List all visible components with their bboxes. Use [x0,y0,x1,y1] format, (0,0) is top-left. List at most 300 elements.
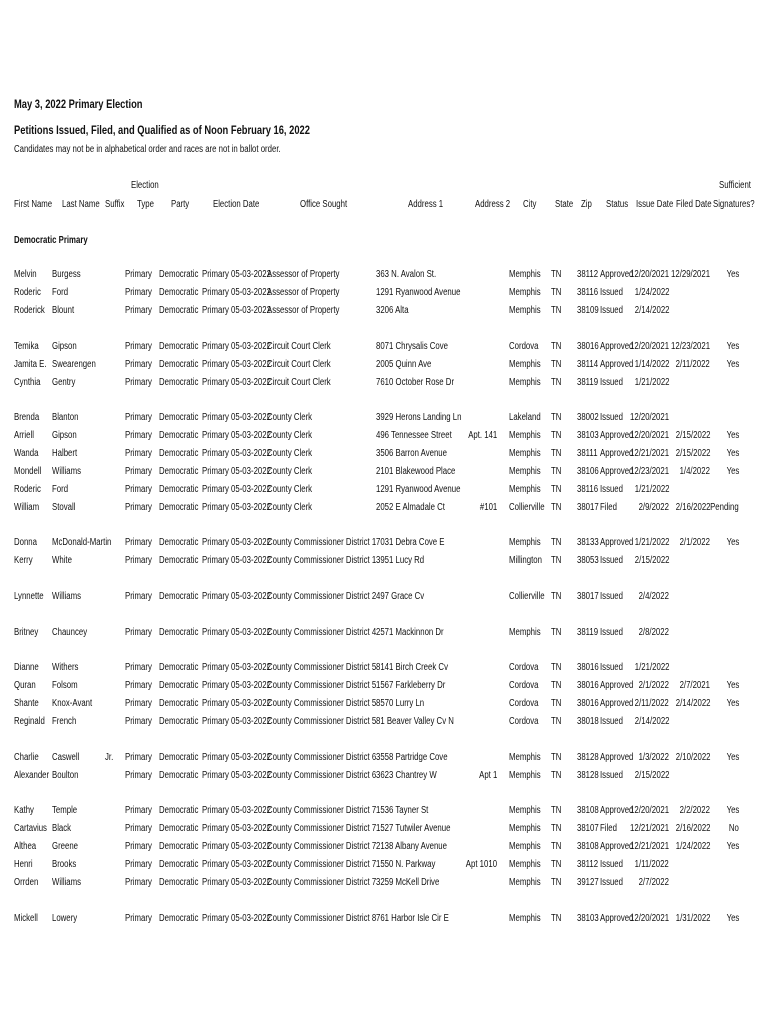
cell-zip: 38107 [577,823,599,834]
cell-party: Democratic [159,841,199,852]
cell-office-sought: County Commissioner District 1 [267,537,377,548]
table-row [0,698,770,716]
cell-election-date: Primary 05-03-2022 [202,859,271,870]
cell-status: Filed [600,823,617,834]
cell-first-name: Roderick [14,305,45,316]
header-filed-date: Filed Date [676,199,712,210]
cell-office-sought: County Commissioner District 8 [267,913,377,924]
cell-first-name: Britney [14,627,39,638]
cell-status: Approved [600,913,634,924]
table-row [0,537,770,555]
header-address2: Address 2 [475,199,511,210]
cell-sufficient-signatures: Yes [726,752,739,763]
cell-election-date: Primary 05-03-2022 [202,287,271,298]
cell-city: Memphis [509,805,541,816]
cell-first-name: Quran [14,680,36,691]
cell-first-name: Mondell [14,466,42,477]
cell-address1: 81 Beaver Valley Cv N [376,716,454,727]
cell-last-name: Withers [52,662,79,673]
cell-status: Issued [600,377,623,388]
cell-address1: 1291 Ryanwood Avenue [376,484,461,495]
cell-sufficient-signatures: Yes [726,913,739,924]
cell-first-name: Cynthia [14,377,41,388]
cell-filed-date: 2/15/2022 [675,430,710,441]
header-zip: Zip [581,199,592,210]
cell-zip: 38108 [577,805,599,816]
cell-election-type: Primary [125,859,152,870]
cell-first-name: Lynnette [14,591,44,602]
cell-address1: 8071 Chrysalis Cove [376,341,448,352]
cell-state: TN [551,913,562,924]
cell-first-name: Reginald [14,716,45,727]
cell-state: TN [551,752,562,763]
cell-election-date: Primary 05-03-2022 [202,627,271,638]
cell-status: Issued [600,662,623,673]
cell-election-date: Primary 05-03-2022 [202,448,271,459]
cell-issue-date: 2/15/2022 [634,555,669,566]
cell-zip: 38114 [577,359,599,370]
cell-election-date: Primary 05-03-2022 [202,359,271,370]
cell-last-name: Boulton [52,770,79,781]
cell-sufficient-signatures: Yes [726,680,739,691]
cell-status: Approved [600,680,634,691]
cell-state: TN [551,359,562,370]
cell-state: TN [551,770,562,781]
cell-office-sought: County Commissioner District 5 [267,680,377,691]
cell-state: TN [551,377,562,388]
cell-sufficient-signatures: Yes [726,341,739,352]
cell-last-name: Williams [52,591,82,602]
cell-office-sought: County Commissioner District 6 [267,752,377,763]
table-row [0,841,770,859]
table-row [0,341,770,359]
cell-city: Memphis [509,359,541,370]
cell-address2: Apt 1010 [465,859,497,870]
cell-election-type: Primary [125,412,152,423]
table-row [0,680,770,698]
cell-sufficient-signatures: Yes [726,805,739,816]
cell-zip: 38116 [577,287,599,298]
cell-office-sought: County Commissioner District 5 [267,698,377,709]
cell-party: Democratic [159,341,199,352]
cell-city: Memphis [509,484,541,495]
cell-state: TN [551,805,562,816]
cell-party: Democratic [159,305,199,316]
cell-office-sought: County Clerk [267,448,313,459]
cell-issue-date: 2/7/2022 [638,877,669,888]
cell-issue-date: 1/24/2022 [634,287,669,298]
cell-first-name: Roderic [14,287,41,298]
cell-suffix: Jr. [105,752,114,763]
header-status: Status [606,199,629,210]
cell-first-name: William [14,502,40,513]
cell-address1: 496 Tennessee Street [376,430,452,441]
cell-first-name: Kathy [14,805,34,816]
cell-city: Cordova [509,716,539,727]
table-row [0,823,770,841]
table-row [0,269,770,287]
cell-election-type: Primary [125,466,152,477]
cell-party: Democratic [159,430,199,441]
cell-address1: 3206 Alta [376,305,409,316]
table-row [0,913,770,931]
cell-election-date: Primary 05-03-2022 [202,484,271,495]
cell-address1: 3623 Chantrey W [376,770,437,781]
cell-status: Approved [600,448,634,459]
cell-address1: 2101 Blakewood Place [376,466,456,477]
cell-city: Collierville [509,591,545,602]
cell-zip: 38002 [577,412,599,423]
cell-issue-date: 12/20/2021 [629,341,669,352]
cell-zip: 38116 [577,484,599,495]
cell-election-type: Primary [125,698,152,709]
header-sufficient-line2: Signatures? [713,199,755,210]
cell-party: Democratic [159,716,199,727]
cell-party: Democratic [159,627,199,638]
cell-last-name: Chauncey [52,627,88,638]
cell-zip: 38128 [577,770,599,781]
cell-issue-date: 1/11/2022 [634,859,669,870]
cell-city: Memphis [509,269,541,280]
cell-sufficient-signatures: Yes [726,448,739,459]
table-row [0,359,770,377]
cell-election-date: Primary 05-03-2022 [202,341,271,352]
cell-city: Memphis [509,841,541,852]
cell-sufficient-signatures: Yes [726,359,739,370]
cell-filed-date: 1/4/2022 [679,466,710,477]
cell-last-name: Caswell [52,752,80,763]
cell-zip: 38103 [577,913,599,924]
cell-city: Memphis [509,430,541,441]
cell-issue-date: 12/20/2021 [629,913,669,924]
cell-office-sought: County Commissioner District 6 [267,770,377,781]
cell-filed-date: 2/11/2022 [675,359,710,370]
cell-election-type: Primary [125,662,152,673]
cell-zip: 38016 [577,662,599,673]
cell-address1: 497 Grace Cv [376,591,425,602]
cell-address2: #101 [479,502,497,513]
cell-status: Approved [600,752,634,763]
cell-election-date: Primary 05-03-2022 [202,377,271,388]
table-row [0,591,770,609]
cell-issue-date: 12/21/2021 [629,823,669,834]
cell-status: Issued [600,412,623,423]
cell-status: Approved [600,269,634,280]
cell-election-type: Primary [125,591,152,602]
cell-first-name: Shante [14,698,39,709]
cell-state: TN [551,662,562,673]
cell-office-sought: County Commissioner District 2 [267,591,377,602]
cell-address2: Apt. 141 [467,430,497,441]
cell-status: Issued [600,555,623,566]
cell-filed-date: 2/16/2022 [675,823,710,834]
cell-address1: 7031 Debra Cove E [376,537,445,548]
cell-election-date: Primary 05-03-2022 [202,305,271,316]
cell-last-name: Gipson [52,341,77,352]
cell-party: Democratic [159,359,199,370]
cell-issue-date: 2/11/2022 [634,698,669,709]
cell-election-date: Primary 05-03-2022 [202,412,271,423]
cell-address1: 2052 E Almadale Ct [376,502,445,513]
cell-election-type: Primary [125,287,152,298]
cell-status: Issued [600,770,623,781]
cell-issue-date: 2/1/2022 [638,680,669,691]
table-row [0,877,770,895]
cell-zip: 38106 [577,466,599,477]
cell-city: Memphis [509,823,541,834]
cell-first-name: Roderic [14,484,41,495]
cell-election-date: Primary 05-03-2022 [202,537,271,548]
cell-office-sought: Circuit Court Clerk [267,359,331,370]
cell-issue-date: 1/21/2022 [634,377,669,388]
section-heading: Democratic Primary [14,235,88,246]
cell-status: Approved [600,341,634,352]
cell-office-sought: County Commissioner District 7 [267,805,377,816]
cell-filed-date: 2/10/2022 [675,752,710,763]
table-row [0,287,770,305]
header-first-name: First Name [14,199,53,210]
cell-issue-date: 12/20/2021 [629,430,669,441]
cell-status: Approved [600,466,634,477]
cell-city: Memphis [509,377,541,388]
cell-first-name: Orrden [14,877,39,888]
header-city: City [523,199,537,210]
cell-sufficient-signatures: Yes [726,430,739,441]
cell-office-sought: Assessor of Property [267,305,340,316]
cell-election-date: Primary 05-03-2022 [202,502,271,513]
header-party: Party [171,199,190,210]
cell-zip: 38053 [577,555,599,566]
table-row [0,805,770,823]
cell-city: Millington [509,555,542,566]
cell-issue-date: 1/3/2022 [638,752,669,763]
cell-party: Democratic [159,805,199,816]
cell-office-sought: County Commissioner District 5 [267,716,377,727]
cell-zip: 38128 [577,752,599,763]
cell-issue-date: 12/21/2021 [629,448,669,459]
cell-state: TN [551,680,562,691]
cell-office-sought: County Commissioner District 7 [267,841,377,852]
cell-filed-date: 1/24/2022 [675,841,710,852]
cell-election-date: Primary 05-03-2022 [202,662,271,673]
cell-sufficient-signatures: Yes [726,269,739,280]
cell-election-type: Primary [125,430,152,441]
table-row [0,859,770,877]
cell-issue-date: 1/14/2022 [634,359,669,370]
cell-office-sought: County Commissioner District 7 [267,877,377,888]
cell-election-date: Primary 05-03-2022 [202,770,271,781]
cell-election-type: Primary [125,377,152,388]
cell-office-sought: County Commissioner District 5 [267,662,377,673]
cell-party: Democratic [159,877,199,888]
cell-party: Democratic [159,591,199,602]
cell-election-date: Primary 05-03-2022 [202,466,271,477]
cell-election-type: Primary [125,448,152,459]
cell-last-name: Williams [52,877,82,888]
cell-status: Filed [600,502,617,513]
header-issue-date: Issue Date [636,199,674,210]
cell-election-date: Primary 05-03-2022 [202,698,271,709]
cell-zip: 38111 [577,448,598,459]
cell-address1: 2005 Quinn Ave [376,359,432,370]
cell-status: Issued [600,716,623,727]
cell-address1: 8570 Lurry Ln [376,698,425,709]
cell-issue-date: 2/9/2022 [638,502,669,513]
cell-status: Approved [600,805,634,816]
cell-state: TN [551,502,562,513]
cell-state: TN [551,287,562,298]
cell-status: Approved [600,841,634,852]
cell-address1: 8141 Birch Creek Cv [376,662,448,673]
cell-address1: 1550 N. Parkway [376,859,436,870]
cell-last-name: Folsom [52,680,78,691]
cell-address2: Apt 1 [478,770,497,781]
cell-last-name: McDonald-Martin [52,537,112,548]
cell-state: TN [551,305,562,316]
cell-sufficient-signatures: No [729,823,739,834]
cell-zip: 38112 [577,859,599,870]
cell-first-name: Wanda [14,448,39,459]
cell-state: TN [551,877,562,888]
cell-last-name: Gipson [52,430,77,441]
cell-office-sought: Circuit Court Clerk [267,341,331,352]
cell-address1: 363 N. Avalon St. [376,269,437,280]
cell-last-name: Brooks [52,859,77,870]
table-row [0,484,770,502]
cell-issue-date: 2/14/2022 [634,305,669,316]
cell-address1: 3506 Barron Avenue [376,448,447,459]
cell-issue-date: 2/14/2022 [634,716,669,727]
cell-state: TN [551,412,562,423]
cell-state: TN [551,430,562,441]
cell-first-name: Donna [14,537,37,548]
cell-zip: 38119 [577,627,599,638]
table-row [0,466,770,484]
cell-zip: 38119 [577,377,599,388]
cell-city: Memphis [509,877,541,888]
cell-filed-date: 2/14/2022 [675,698,710,709]
cell-issue-date: 1/21/2022 [634,537,669,548]
cell-first-name: Arriell [14,430,34,441]
cell-office-sought: County Clerk [267,412,313,423]
cell-status: Approved [600,537,634,548]
cell-status: Issued [600,484,623,495]
cell-zip: 38103 [577,430,599,441]
cell-party: Democratic [159,752,199,763]
cell-last-name: French [52,716,77,727]
cell-first-name: Brenda [14,412,40,423]
header-suffix: Suffix [105,199,125,210]
cell-party: Democratic [159,537,199,548]
cell-last-name: Knox-Avant [52,698,93,709]
cell-last-name: Burgess [52,269,81,280]
document-note: Candidates may not be in alphabetical order and races are not in ballot order. [14,144,281,155]
cell-zip: 38112 [577,269,599,280]
table-row [0,716,770,734]
cell-status: Issued [600,287,623,298]
cell-election-date: Primary 05-03-2022 [202,680,271,691]
cell-zip: 38016 [577,341,599,352]
table-row [0,752,770,770]
cell-city: Memphis [509,466,541,477]
header-sufficient-line1: Sufficient [719,180,751,191]
cell-last-name: Halbert [52,448,78,459]
cell-filed-date: 12/23/2021 [670,341,710,352]
cell-zip: 38108 [577,841,599,852]
cell-issue-date: 1/21/2022 [634,484,669,495]
cell-filed-date: 12/29/2021 [670,269,710,280]
cell-city: Cordova [509,680,539,691]
header-election-type-line2: Type [137,199,154,210]
cell-address1: 3951 Lucy Rd [376,555,425,566]
cell-state: TN [551,555,562,566]
cell-election-type: Primary [125,877,152,888]
cell-zip: 38017 [577,591,599,602]
cell-party: Democratic [159,823,199,834]
cell-party: Democratic [159,859,199,870]
cell-party: Democratic [159,913,199,924]
cell-city: Memphis [509,305,541,316]
cell-election-type: Primary [125,341,152,352]
cell-party: Democratic [159,412,199,423]
cell-first-name: Mickell [14,913,38,924]
cell-state: TN [551,698,562,709]
cell-address1: 2571 Mackinnon Dr [376,627,444,638]
cell-state: TN [551,591,562,602]
cell-first-name: Althea [14,841,37,852]
cell-last-name: Lowery [52,913,78,924]
cell-issue-date: 2/15/2022 [634,770,669,781]
cell-zip: 38017 [577,502,599,513]
cell-city: Cordova [509,662,539,673]
header-election-date: Election Date [213,199,260,210]
header-office-sought: Office Sought [300,199,348,210]
cell-first-name: Charlie [14,752,39,763]
cell-office-sought: County Clerk [267,502,313,513]
cell-election-date: Primary 05-03-2022 [202,877,271,888]
document-subtitle: Petitions Issued, Filed, and Qualified as of Noon February 16, 2022 [14,123,310,137]
cell-city: Memphis [509,770,541,781]
cell-address1: 3259 McKell Drive [376,877,440,888]
header-election-type-line1: Election [131,180,159,191]
cell-office-sought: Assessor of Property [267,287,340,298]
cell-zip: 39127 [577,877,599,888]
cell-status: Issued [600,305,623,316]
cell-state: TN [551,537,562,548]
cell-election-type: Primary [125,484,152,495]
cell-party: Democratic [159,377,199,388]
cell-sufficient-signatures: Yes [726,537,739,548]
cell-election-type: Primary [125,841,152,852]
cell-last-name: Ford [52,484,69,495]
cell-last-name: White [52,555,72,566]
cell-election-type: Primary [125,680,152,691]
cell-sufficient-signatures: Pending [710,502,739,513]
cell-office-sought: County Clerk [267,484,313,495]
cell-zip: 38133 [577,537,599,548]
cell-zip: 38016 [577,680,599,691]
table-row [0,305,770,323]
cell-party: Democratic [159,555,199,566]
cell-last-name: Blanton [52,412,79,423]
cell-party: Democratic [159,287,199,298]
cell-issue-date: 2/8/2022 [638,627,669,638]
cell-last-name: Stovall [52,502,76,513]
cell-city: Memphis [509,287,541,298]
cell-address1: 3929 Herons Landing Ln [376,412,462,423]
table-row [0,770,770,788]
cell-city: Collierville [509,502,545,513]
